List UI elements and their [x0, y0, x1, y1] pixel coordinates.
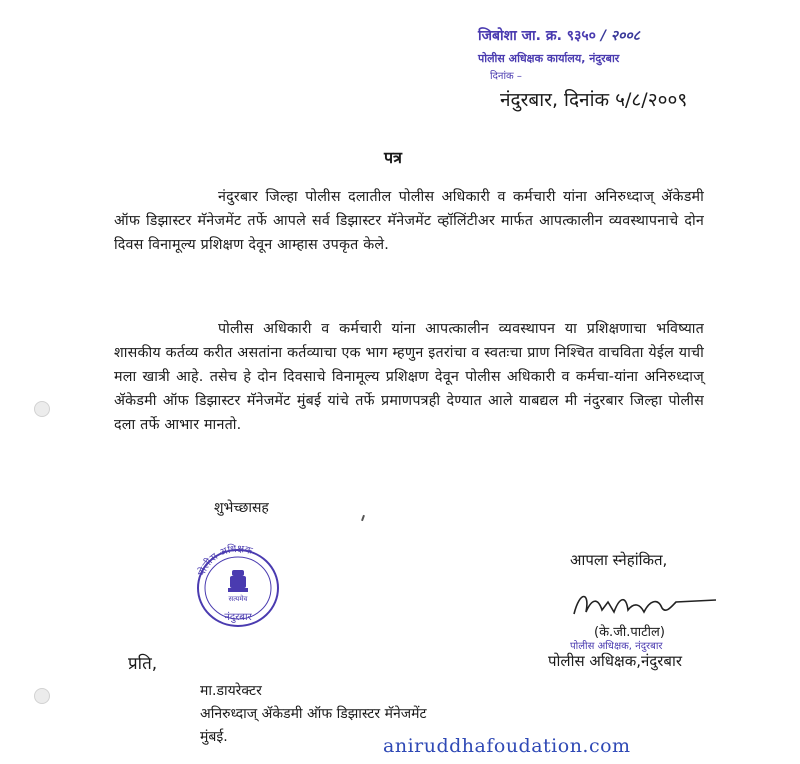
stamp-office-name: पोलीस अधिक्षक कार्यालय, नंदुरबार: [478, 52, 620, 65]
signature-icon: [566, 584, 726, 624]
ink-speck: [361, 515, 365, 521]
stamp-handwritten-year: / २००८: [600, 28, 640, 44]
letter-date: नंदुरबार, दिनांक ५/८/२००९: [500, 89, 688, 111]
letter-subject: पत्र: [384, 148, 402, 167]
body-paragraph-2: पोलीस अधिकारी व कर्मचारी यांना आपत्कालीन व्यवस्थापन या प्रशिक्षणाचा भविष्यात शासकीय कर्तव्य करीत असतांना कर्तव्याचा एक भाग म्हणुन इतरांचा व स्वतःचा प्राण निश्चित वाचविता येईल याची मला खात्री आहे. तसेच हे दोन दिवसाचे विनामूल्य प्रशिक्षण देवून पोलीस अधिकारी व कर्मचा-यांना अनिरुध्दाज् ॲकेडमी ऑफ डिझास्टर मॅनेजमेंट मुंबई यांचे तर्फे प्रमाणपत्रही देण्यात आले याबद्यल मी नंदुरबार जिल्हा पोलीस दला तर्फे आभार मानतो.: [114, 321, 704, 433]
recipient-line-1: मा.डायरेक्टर: [200, 683, 262, 699]
seal-bottom-text: नंदुरबार: [224, 612, 252, 623]
seal-top-text: पोलीस अधिक्षक: [196, 543, 254, 579]
signer-name-stamp: पोलीस अधिक्षक, नंदुरबार: [570, 641, 663, 652]
recipient-line-3: मुंबई.: [200, 729, 228, 745]
body-paragraph-1: नंदुरबार जिल्हा पोलीस दलातील पोलीस अधिकारी व कर्मचारी यांना अनिरुध्दाज् ॲकेडमी ऑफ डिझास्टर मॅनेजमेंट तर्फे आपले सर्व डिझास्टर मॅनेजमेंट व्हॉलिंटीअर मार्फत आपत्कालीन व्यवस्थापनाचे दोन दिवस विनामूल्य प्रशिक्षण देवून आम्हास उपकृत केले.: [114, 189, 704, 253]
closing-greeting: शुभेच्छासह: [214, 500, 269, 516]
signer-name: (के.जी.पाटील): [594, 625, 665, 640]
police-seal-icon: [184, 538, 292, 632]
punch-hole: [34, 688, 50, 704]
stamp-date-label: दिनांक –: [490, 71, 522, 82]
emblem-icon: [228, 570, 248, 592]
recipient-label: प्रति,: [128, 654, 158, 674]
seal-center-text: सत्यमेव: [228, 595, 248, 603]
stamp-reference-number: जिबोशा जा. क्र. ९३५०: [478, 28, 596, 44]
punch-hole: [34, 401, 50, 417]
signer-title: पोलीस अधिक्षक,नंदुरबार: [548, 652, 682, 670]
sender-regards: आपला स्नेहांकित,: [570, 551, 668, 569]
office-inward-stamp: [478, 26, 640, 82]
watermark-text: aniruddhafoudation.com: [383, 735, 631, 757]
recipient-line-2: अनिरुध्दाज् ॲकेडमी ऑफ डिझास्टर मॅनेजमेंट: [200, 706, 427, 722]
